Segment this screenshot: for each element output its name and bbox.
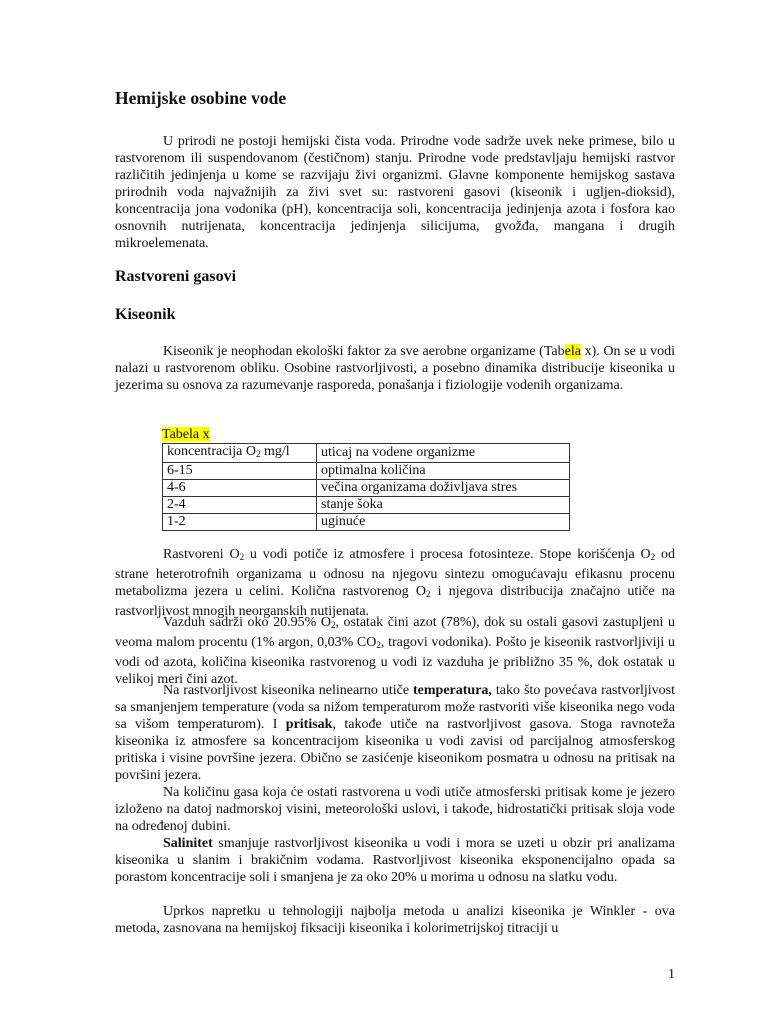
table-cell: optimalna količina bbox=[317, 463, 570, 480]
winkler-paragraph: Uprkos napretku u tehnologiji najbolja metoda u analizi kiseonika je Winkler - ova metoda, zasnovana na hemijskoj fiksaciji kiseonika i kolorimetrijskoj titraciji u bbox=[115, 904, 675, 936]
table-header-cell: uticaj na vodene organizme bbox=[317, 444, 570, 463]
temperature-paragraph: Na rastvorljivost kiseonika nelinearno utiče temperatura, tako što povećava rastvorljivost sa smanjenjem temperature (voda sa nižom temperaturom može rastvoriti više kiseonika nego voda sa višom temperaturom). I pritisak, takođe utiče na rastvorljivost gasova. Stoga ravnoteža kiseonika iz atmosfere sa koncentracijom kiseonika u vodi zavisi od parcijalnog atmosferskog pritiska i visine površine jezera. Obično se zasićenje kiseonikom posmatra u odnosu na pritisak na površini jezera. bbox=[115, 683, 675, 783]
table-cell: stanje šoka bbox=[317, 497, 570, 514]
gas-quantity-paragraph: Na količinu gasa koja će ostati rastvorena u vodi utiče atmosferski pritisak kome je jezero izloženo na datoj nadmorskoj visini, meteorološki uslovi, i takođe, hidrostatički pritisak sloja vode na određenoj dubini. bbox=[115, 785, 675, 834]
table-cell: 4-6 bbox=[163, 480, 317, 497]
table-row bbox=[163, 480, 570, 497]
intro-paragraph: U prirodi ne postoji hemijski čista voda. Prirodne vode sadrže uvek neke primese, bilo u rastvorenom ili suspendovanom (čestičnom) stanju. Prirodne vode predstavljaju hemijski rastvor različitih jedinjenja u kome se razvijaju živi organizmi. Glavne komponente hemijskog sastava prirodnih voda najvažnijih za živi svet su: rastvoreni gasovi (kiseonik i ugljen-dioksid), koncentracija jona vodonika (pH), koncentracija soli, koncentracija jedinjenja azota i fosfora kao osnovnih nutrijenata, koncentracija jedinjenja silicijuma, gvožđa, mangana i drugih mikroelemenata. bbox=[115, 134, 675, 251]
table-header-cell: koncentracija $O_2$ mg/l bbox=[163, 444, 317, 463]
table-cell: večina organizama doživljava stres bbox=[317, 480, 570, 497]
table-row bbox=[163, 497, 570, 514]
oxygen-paragraph: Kiseonik je neophodan ekološki faktor za sve aerobne organizame (Tabela x). On se u vodi nalazi u rastvorenom obliku. Osobine rastvorljivosti, a posebno dinamika distribucije kiseonika u jezerima su osnova za razumevanje rasporeda, ponašanja i fiziologije vodenih organizama. bbox=[115, 344, 676, 393]
highlighted-text: ela bbox=[564, 344, 581, 359]
table-cell: uginuće bbox=[317, 514, 570, 531]
table-row bbox=[163, 514, 570, 531]
page-number: 1 bbox=[668, 967, 675, 982]
table-header-row bbox=[163, 444, 570, 463]
page-title: Hemijske osobine vode bbox=[115, 88, 287, 108]
table-caption: Tabela x bbox=[162, 427, 210, 442]
section-heading-oxygen: Kiseonik bbox=[115, 306, 176, 323]
salinity-paragraph: Salinitet smanjuje rastvorljivost kiseonika u vodi i mora se uzeti u obzir pri analizama kiseonika u slanim i brakičnim vodama. Rastvorljivost kiseonika eksponencijalno opada sa porastom koncentracije soli i smanjena je za oko 20% u morima u odnosu na slatku vodu. bbox=[115, 836, 675, 885]
oxygen-table bbox=[162, 443, 570, 531]
table-cell: 6-15 bbox=[163, 463, 317, 480]
section-heading-gases: Rastvoreni gasovi bbox=[115, 268, 237, 285]
air-composition-paragraph: Vazduh sadrži oko 20.95% $O_2$, ostatak čini azot (78%), dok su ostali gasovi zastupljeni u veoma malom procentu (1% argon, 0,03% $CO_2$, tragovi vodonika). Pošto je kiseonik rastvorljiviji u vodi od azota, količina kiseonika rastvorenog u vodi iz vazduha je približno 35 %, dok ostatak u velikoj meri čini azot. bbox=[115, 615, 675, 687]
table-cell: 2-4 bbox=[163, 497, 317, 514]
table-row bbox=[163, 463, 570, 480]
dissolved-oxygen-paragraph: Rastvoreni $O_2$ u vodi potiče iz atmosfere i procesa fotosinteze. Stope korišćenja $O_2$ od strane heterotrofnih organizama u odnosu na njegovu sintezu omogućavaju efikasnu procenu metabolizma jezera u celini. Količna rastvorenog $O_2$ i njegova distribucija značajno utiče na rastvorljivost mnogih neorganskih nutijenata. bbox=[115, 547, 676, 619]
table-cell: 1-2 bbox=[163, 514, 317, 531]
